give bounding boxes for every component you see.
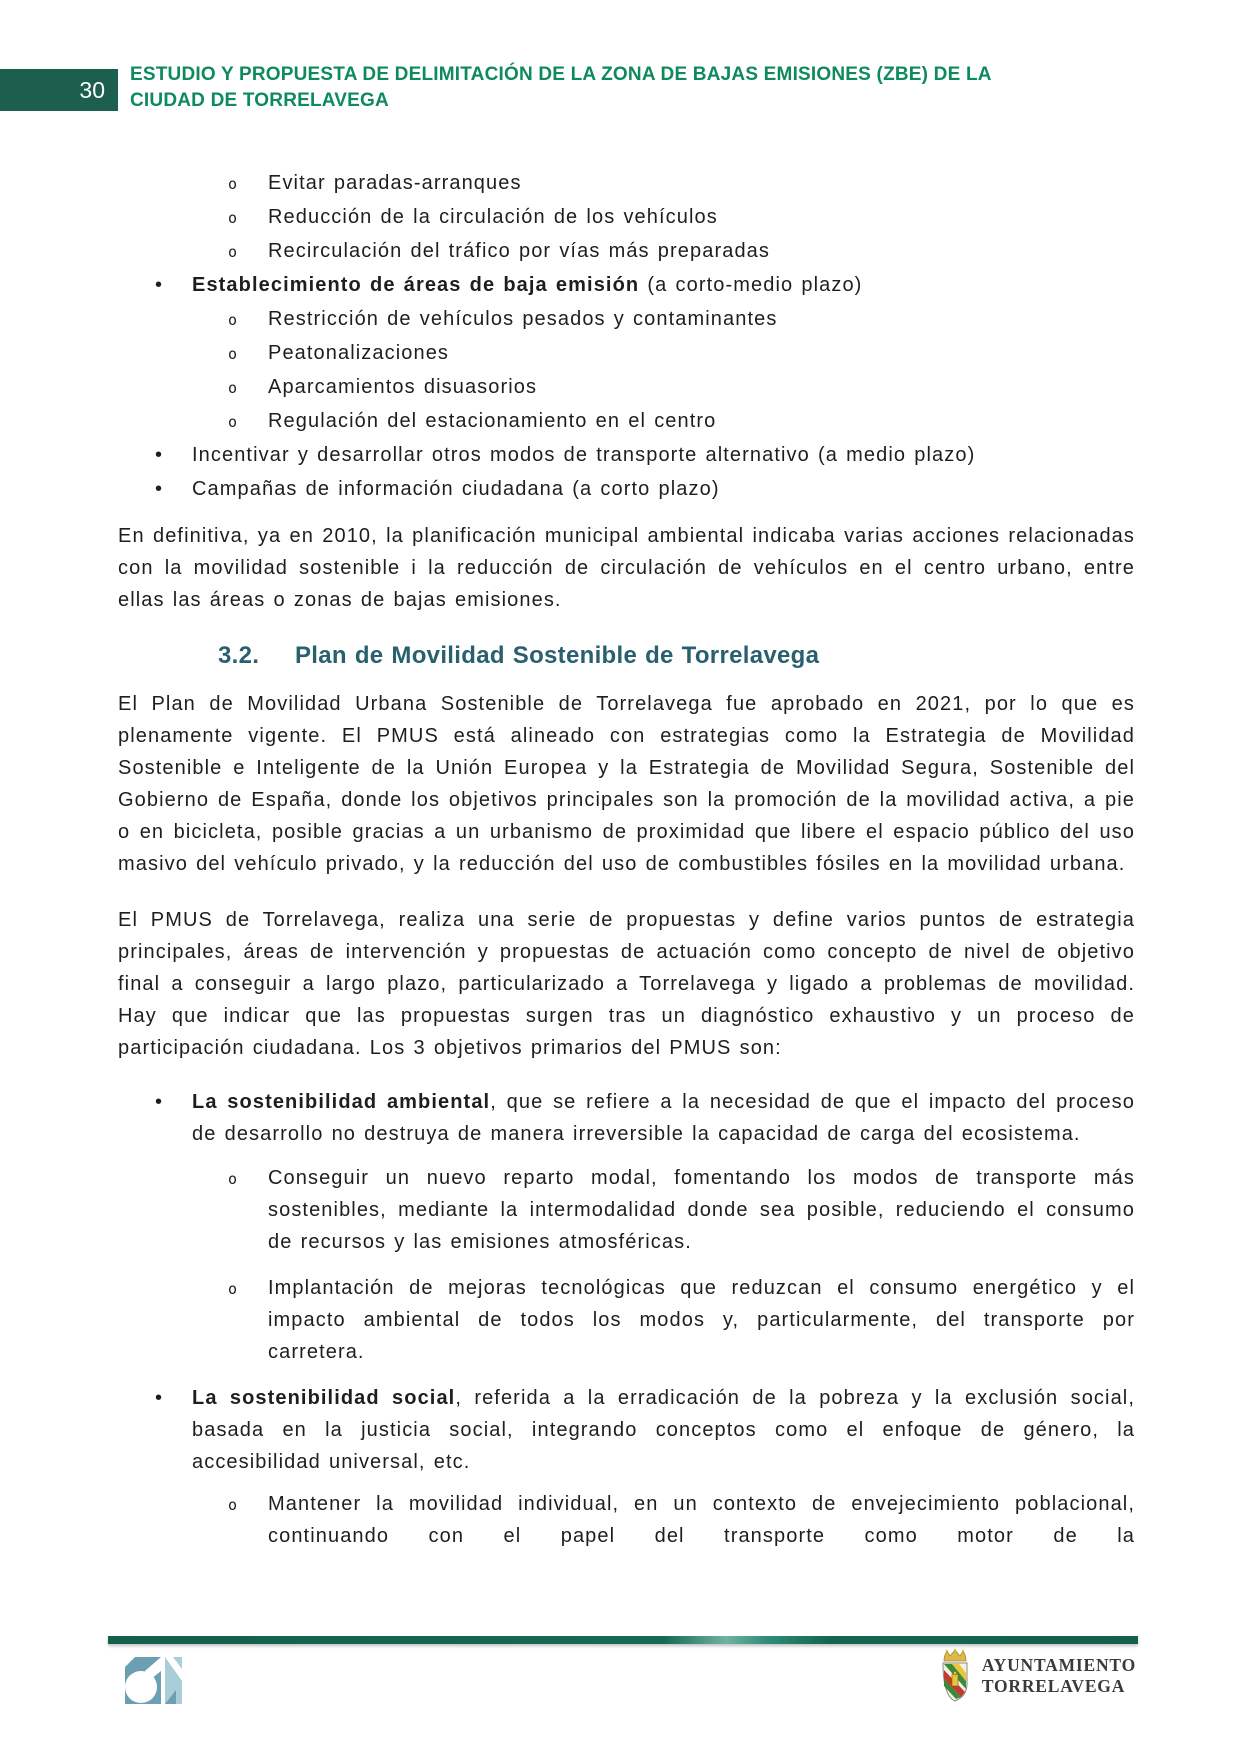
consultant-logo-icon <box>125 1657 182 1704</box>
torrelavega-coat-of-arms-icon <box>937 1648 973 1704</box>
list-item-text: Evitar paradas-arranques <box>268 172 522 194</box>
list-item <box>118 438 1135 472</box>
sub-bullet-marker: o <box>228 1280 239 1298</box>
list-item-text: Regulación del estacionamiento en el centro <box>268 410 717 432</box>
bullet-marker: • <box>155 1091 164 1113</box>
list-item <box>118 234 1135 268</box>
sub-bullet-marker: o <box>228 311 239 329</box>
list-item-text: Restricción de vehículos pesados y contaminantes <box>268 308 778 330</box>
paragraph: En definitiva, ya en 2010, la planificación municipal ambiental indicaba varias acciones relacionadas con la movilidad sostenible i la reducción de circulación de vehículos en el centro urbano, entre ellas las áreas o zonas de bajas emisiones. <box>118 525 1135 611</box>
bullet-marker: • <box>155 444 164 466</box>
objective-sub-item <box>118 1488 1135 1552</box>
paragraph: El PMUS de Torrelavega, realiza una serie de propuestas y define varios puntos de estrategia principales, áreas de intervención y propuestas de actuación como concepto de nivel de objetivo final a conseguir a largo plazo, particularizado a Torrelavega y ligado a problemas de movilidad. Hay que indicar que las propuestas surgen tras un diagnóstico exhaustivo y un proceso de participación ciudadana. Los 3 objetivos primarios del PMUS son: <box>118 909 1135 1059</box>
sub-bullet-marker: o <box>228 243 239 261</box>
bullet-marker: • <box>155 274 164 296</box>
objective-item <box>118 1086 1135 1150</box>
list-item <box>118 472 1135 506</box>
document-header-title <box>130 62 992 114</box>
list-item <box>118 166 1135 200</box>
objective-sub-item <box>118 1272 1135 1368</box>
objective-sub-item <box>118 1162 1135 1258</box>
section-number: 3.2. <box>218 642 260 669</box>
bullet-marker: • <box>155 478 164 500</box>
list-item-text: (a corto-medio plazo) <box>639 274 863 296</box>
page-number-box <box>0 69 118 111</box>
list-item <box>118 268 1135 302</box>
sub-bullet-marker: o <box>228 209 239 227</box>
objective-bold-text: La sostenibilidad ambiental <box>192 1091 491 1113</box>
list-item <box>118 200 1135 234</box>
sub-bullet-marker: o <box>228 379 239 397</box>
page-body <box>118 166 1135 1552</box>
objective-text: , que se refiere a la necesidad de que el impacto del proceso de desarrollo no destruya de manera irreversible la capacidad de carga del ecosistema. <box>192 1091 1135 1145</box>
objective-bold-text: La sostenibilidad social <box>192 1387 456 1409</box>
list-item-text: Incentivar y desarrollar otros modos de transporte alternativo (a medio plazo) <box>192 444 976 466</box>
sub-bullet-marker: o <box>228 345 239 363</box>
objective-sub-text: Implantación de mejoras tecnológicas que reduzcan el consumo energético y el impacto ambiental de todos los modos y, particularmente, del transporte por carretera. <box>268 1277 1135 1363</box>
list-item-text: Recirculación del tráfico por vías más preparadas <box>268 240 770 262</box>
list-item-text: Reducción de la circulación de los vehículos <box>268 206 718 228</box>
list-item <box>118 302 1135 336</box>
list-item <box>118 404 1135 438</box>
list-item <box>118 336 1135 370</box>
sub-bullet-marker: o <box>228 175 239 193</box>
sub-bullet-marker: o <box>228 413 239 431</box>
list-item-bold-text: Establecimiento de áreas de baja emisión <box>192 274 640 296</box>
section-title: Plan de Movilidad Sostenible de Torrelavega <box>295 642 820 669</box>
objective-text: , referida a la erradicación de la pobreza y la exclusión social, basada en la justicia social, integrando conceptos como el enfoque de género, la accesibilidad universal, etc. <box>192 1387 1135 1473</box>
list-item-text: Peatonalizaciones <box>268 342 450 364</box>
section-heading <box>118 642 1135 670</box>
sub-bullet-marker: o <box>228 1170 239 1188</box>
org-name-line2: TORRELAVEGA <box>981 1676 1126 1696</box>
sub-bullet-marker: o <box>228 1496 239 1514</box>
org-name-line1: AYUNTAMIENTO <box>981 1655 1136 1675</box>
list-item-text: Campañas de información ciudadana (a corto plazo) <box>192 478 720 500</box>
objective-item <box>118 1382 1135 1478</box>
objective-sub-text: Conseguir un nuevo reparto modal, fomentando los modos de transporte más sostenibles, mediante la intermodalidad donde sea posible, reduciendo el consumo de recursos y las emisiones atmosféricas. <box>268 1167 1135 1253</box>
objective-sub-text: Mantener la movilidad individual, en un contexto de envejecimiento poblacional, continuando con el papel del transporte como motor de la <box>268 1493 1135 1547</box>
bullet-marker: • <box>155 1387 164 1409</box>
paragraph: El Plan de Movilidad Urbana Sostenible de Torrelavega fue aprobado en 2021, por lo que es plenamente vigente. El PMUS está alineado con estrategias como la Estrategia de Movilidad Sostenible e Inteligente de la Unión Europea y la Estrategia de Movilidad Segura, Sostenible del Gobierno de España, donde los objetivos principales son la promoción de la movilidad activa, a pie o en bicicleta, posible gracias a un urbanismo de proximidad que libere el espacio público del uso masivo del vehículo privado, y la reducción del uso de combustibles fósiles en la movilidad urbana. <box>118 693 1135 875</box>
footer-divider-bar <box>108 1636 1138 1644</box>
list-item <box>118 370 1135 404</box>
consultant-logo <box>125 1657 182 1704</box>
page-number: 30 <box>79 76 105 103</box>
list-item-text: Aparcamientos disuasorios <box>268 376 538 398</box>
ayuntamiento-name <box>982 1655 1136 1697</box>
ayuntamiento-logo <box>937 1648 1136 1704</box>
header-title-line2: CIUDAD DE TORRELAVEGA <box>130 90 389 111</box>
header-title-line1: ESTUDIO Y PROPUESTA DE DELIMITACIÓN DE LA ZONA DE BAJAS EMISIONES (ZBE) DE LA <box>130 64 992 85</box>
